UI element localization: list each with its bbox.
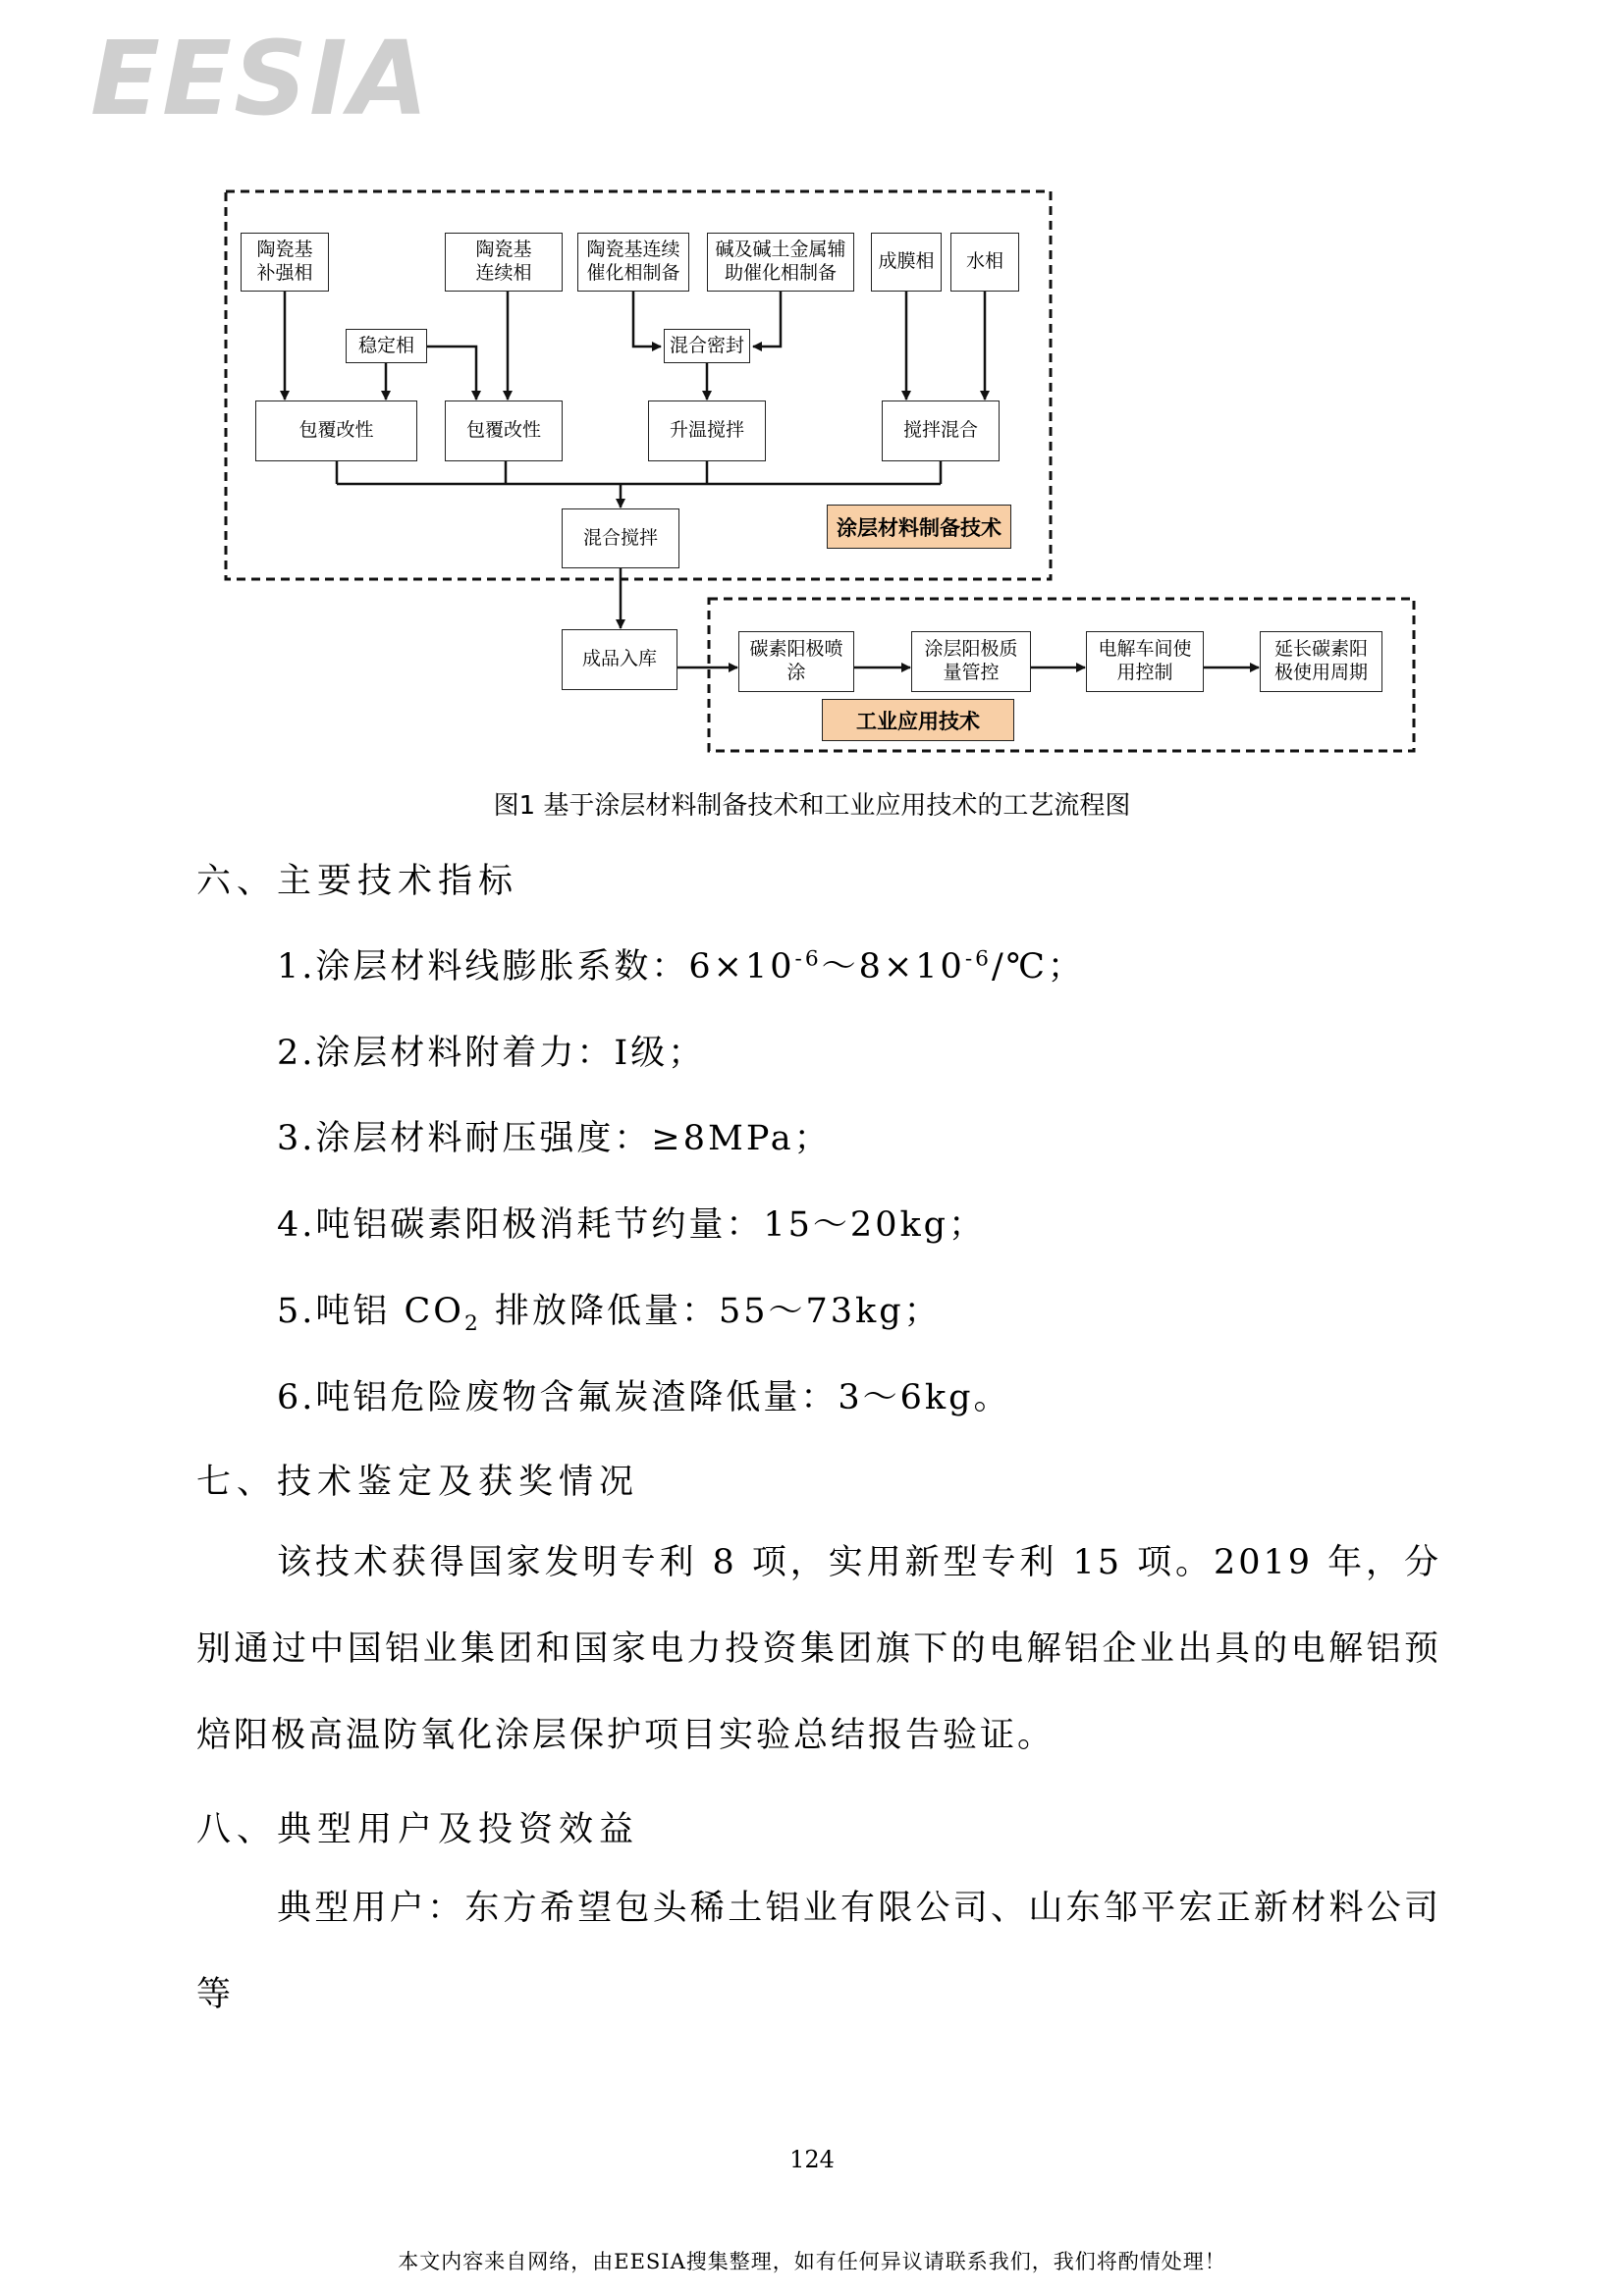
node-extend-life: 延长碳素阳 极使用周期 (1260, 631, 1382, 692)
group-label-industrial: 工业应用技术 (822, 699, 1014, 741)
section-6-heading: 六、主要技术指标 (196, 862, 519, 901)
node-quality-control: 涂层阳极质 量管控 (911, 631, 1031, 692)
section-8-heading: 八、典型用户及投资效益 (196, 1810, 640, 1849)
indicator-4: 4.吨铝碳素阳极消耗节约量：15～20kg； (277, 1205, 987, 1245)
section-7-paragraph: 该技术获得国家发明专利 8 项，实用新型专利 15 项。2019 年，分别通过中国铝业集团和国家电力投资集团旗下的电解铝企业出具的电解铝预焙阳极高温防氧化涂层保护项目实验总结报告验证。 (196, 1543, 1441, 1755)
node-ceramic-reinforce: 陶瓷基 补强相 (241, 233, 329, 292)
indicator-3: 3.涂层材料耐压强度：≥8MPa； (277, 1119, 832, 1158)
node-stir-mix: 搅拌混合 (882, 400, 1000, 461)
node-mix-stir: 混合搅拌 (562, 508, 679, 568)
node-stabilizer: 稳定相 (346, 329, 427, 363)
node-coat-mod-2: 包覆改性 (445, 400, 563, 461)
node-ceramic-continuous: 陶瓷基 连续相 (445, 233, 563, 292)
node-ceramic-catalyst: 陶瓷基连续 催化相制备 (577, 233, 689, 292)
node-coat-mod-1: 包覆改性 (255, 400, 417, 461)
footer-note: 本文内容来自网络，由EESIA搜集整理，如有任何异议请联系我们，我们将酌情处理！ (398, 2250, 1226, 2273)
indicator-5: 5.吨铝 $CO_2$ 排放降低量：55～73kg； (277, 1292, 942, 1336)
eesia-logo: EESIA (90, 19, 431, 138)
indicator-1: 1.涂层材料线膨胀系数：$6\times 10^{-6}\sim 8\times 10^{-6}/℃$； (277, 946, 1085, 987)
node-cell-control: 电解车间使 用控制 (1086, 631, 1204, 692)
node-alkali-catalyst: 碱及碱土金属辅 助催化相制备 (707, 233, 854, 292)
node-heat-stir: 升温搅拌 (648, 400, 766, 461)
section-8-paragraph: 典型用户：东方希望包头稀土铝业有限公司、山东邹平宏正新材料公司等 (196, 1889, 1441, 2014)
indicator-6: 6.吨铝危险废物含氟炭渣降低量：3～6kg。 (277, 1378, 1011, 1417)
section-7-heading: 七、技术鉴定及获奖情况 (196, 1463, 640, 1502)
node-water-phase: 水相 (950, 233, 1019, 292)
node-anode-spray: 碳素阳极喷 涂 (738, 631, 854, 692)
indicator-2: 2.涂层材料附着力：I级； (277, 1034, 706, 1073)
page-number: 124 (789, 2146, 835, 2173)
group-label-material: 涂层材料制备技术 (827, 505, 1011, 549)
node-storage: 成品入库 (562, 629, 677, 690)
figure-caption: 图1 基于涂层材料制备技术和工业应用技术的工艺流程图 (493, 791, 1131, 821)
node-mix-seal: 混合密封 (664, 329, 750, 363)
node-film-phase: 成膜相 (871, 233, 942, 292)
